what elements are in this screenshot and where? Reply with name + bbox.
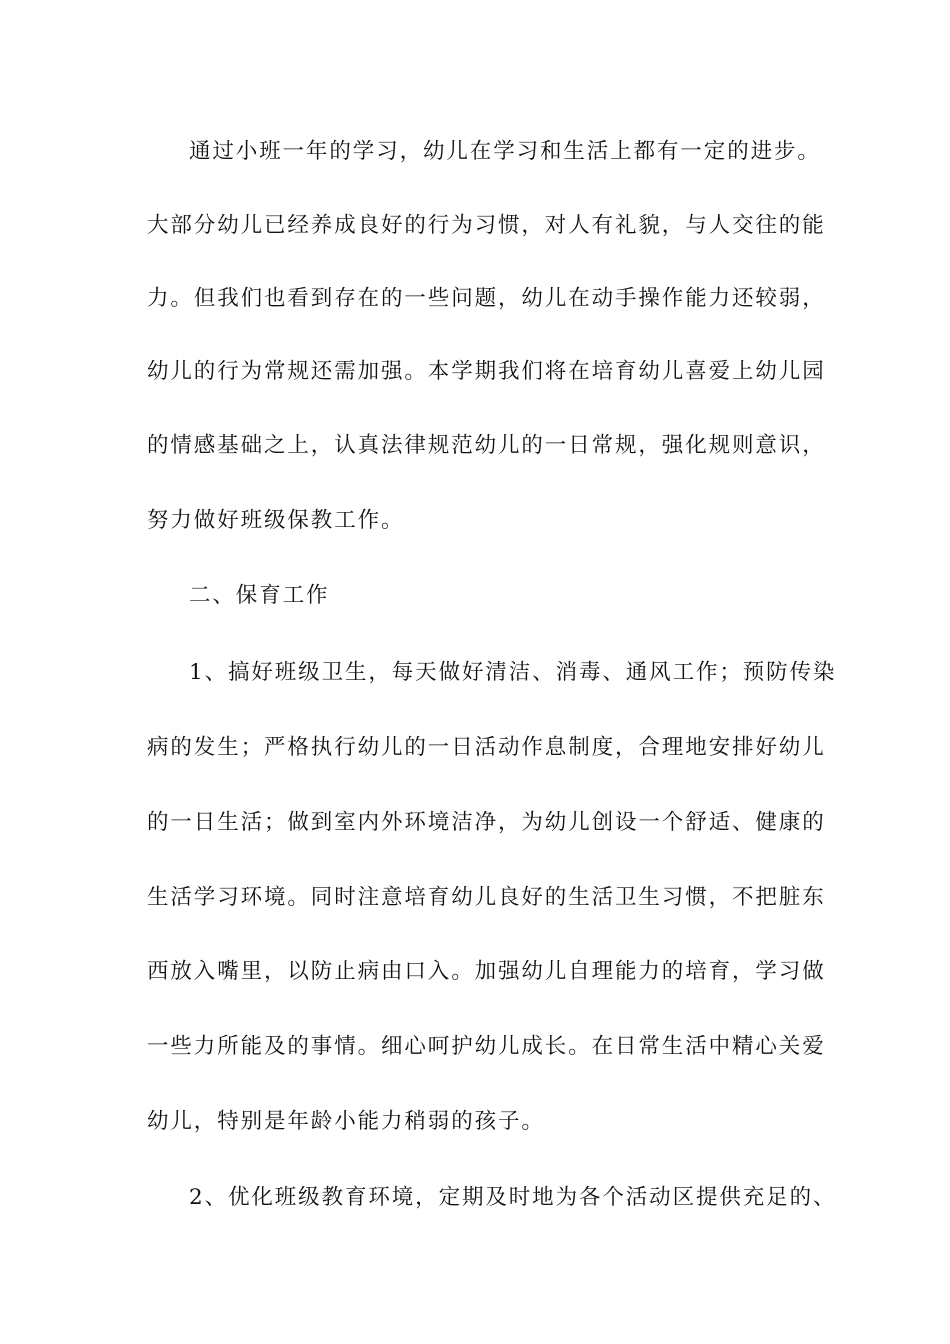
paragraph-2-line-4: 生活学习环境。同时注意培育幼儿良好的生活卫生习惯，不把脏东 [147, 885, 826, 910]
paragraph-2-line-2: 病的发生；严格执行幼儿的一日活动作息制度，合理地安排好幼儿 [147, 735, 826, 760]
paragraph-1-line-1: 通过小班一年的学习，幼儿在学习和生活上都有一定的进步。 [189, 139, 821, 164]
paragraph-2-line-7: 幼儿，特别是年龄小能力稍弱的孩子。 [147, 1109, 545, 1134]
paragraph-1-line-4: 幼儿的行为常规还需加强。本学期我们将在培育幼儿喜爱上幼儿园 [147, 359, 826, 384]
paragraph-1-line-6: 努力做好班级保教工作。 [147, 508, 405, 533]
paragraph-2-line-3: 的一日生活；做到室内外环境洁净，为幼儿创设一个舒适、健康的 [147, 810, 826, 835]
section-heading: 二、保育工作 [189, 583, 330, 608]
paragraph-1-line-5: 的情感基础之上，认真法律规范幼儿的一日常规，强化规则意识， [147, 433, 826, 458]
paragraph-2-line-6: 一些力所能及的事情。细心呵护幼儿成长。在日常生活中精心关爱 [147, 1034, 826, 1059]
paragraph-2-line-1: 1、搞好班级卫生，每天做好清洁、消毒、通风工作；预防传染 [189, 660, 837, 685]
paragraph-1-line-2: 大部分幼儿已经养成良好的行为习惯，对人有礼貌，与人交往的能 [147, 213, 826, 238]
paragraph-3-line-1: 2、优化班级教育环境，定期及时地为各个活动区提供充足的、 [189, 1185, 837, 1210]
paragraph-1-line-3: 力。但我们也看到存在的一些问题，幼儿在动手操作能力还较弱， [147, 286, 826, 311]
paragraph-2-line-5: 西放入嘴里，以防止病由口入。加强幼儿自理能力的培育，学习做 [147, 959, 826, 984]
